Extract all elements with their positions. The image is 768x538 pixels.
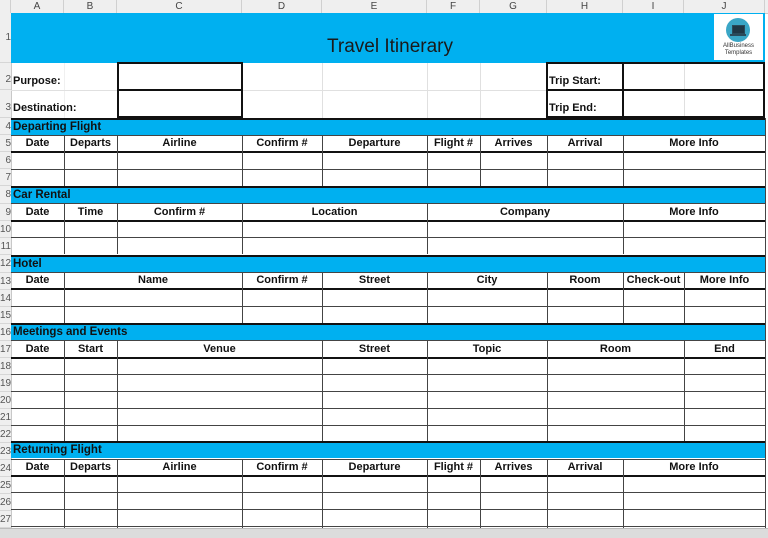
trip-start-input[interactable] xyxy=(625,64,763,89)
row-header[interactable]: 2 xyxy=(0,63,11,90)
col-room: Room xyxy=(599,343,632,355)
col-header-c[interactable]: C xyxy=(117,0,242,13)
row-header[interactable]: 26 xyxy=(0,494,11,511)
section-title: Car Rental xyxy=(13,189,71,201)
col-venue: Venue xyxy=(203,343,236,355)
col-end: End xyxy=(714,343,735,355)
section-title: Departing Flight xyxy=(13,121,102,133)
col-header-h[interactable]: H xyxy=(547,0,623,13)
col-topic: Topic xyxy=(472,343,502,355)
col-street: Street xyxy=(358,274,391,286)
row-header[interactable]: 16 xyxy=(0,324,11,341)
row-header[interactable]: 4 xyxy=(0,118,11,135)
col-header-e[interactable]: E xyxy=(322,0,427,13)
col-date: Date xyxy=(25,461,50,473)
row-header[interactable]: 18 xyxy=(0,358,11,375)
col-header-j[interactable]: J xyxy=(684,0,765,13)
section-title: Returning Flight xyxy=(13,444,102,456)
row-header[interactable]: 9 xyxy=(0,204,11,221)
meetings-row-1[interactable] xyxy=(11,359,765,374)
col-flight-number: Flight # xyxy=(433,137,474,149)
car-rental-row-2[interactable] xyxy=(11,238,765,254)
col-header-g[interactable]: G xyxy=(480,0,547,13)
column-header-bar xyxy=(0,0,768,14)
trip-end-label: Trip End: xyxy=(549,102,597,114)
car-rental-row-1[interactable] xyxy=(11,222,765,237)
col-date: Date xyxy=(25,206,50,218)
section-title: Meetings and Events xyxy=(13,326,128,338)
row-header[interactable]: 22 xyxy=(0,426,11,443)
col-company: Company xyxy=(499,206,551,218)
section-car-rental xyxy=(11,186,765,203)
hotel-row-2[interactable] xyxy=(11,307,765,323)
col-header-d[interactable]: D xyxy=(242,0,322,13)
returning-row-1[interactable] xyxy=(11,477,765,492)
col-departs: Departs xyxy=(70,137,111,149)
col-header-i[interactable]: I xyxy=(623,0,684,13)
returning-row-2[interactable] xyxy=(11,493,765,509)
col-departure: Departure xyxy=(348,461,401,473)
row-header[interactable]: 14 xyxy=(0,290,11,307)
col-header-f[interactable]: F xyxy=(427,0,480,13)
purpose-input[interactable] xyxy=(119,64,241,89)
returning-row-3[interactable] xyxy=(11,510,765,526)
col-location: Location xyxy=(311,206,358,218)
col-airline: Airline xyxy=(162,461,197,473)
row-header[interactable]: 25 xyxy=(0,477,11,494)
col-street: Street xyxy=(358,343,391,355)
col-flight-number: Flight # xyxy=(433,461,474,473)
destination-label: Destination: xyxy=(13,102,77,114)
purpose-label: Purpose: xyxy=(13,75,61,87)
row-header[interactable]: 21 xyxy=(0,409,11,426)
col-confirm: Confirm # xyxy=(256,274,308,286)
col-confirm: Confirm # xyxy=(256,137,308,149)
row-header[interactable]: 27 xyxy=(0,511,11,528)
col-confirm: Confirm # xyxy=(153,206,206,218)
laptop-icon xyxy=(726,18,750,42)
row-header[interactable]: 5 xyxy=(0,135,11,152)
section-departing-flight xyxy=(11,118,765,135)
col-arrives: Arrives xyxy=(494,137,533,149)
row-header[interactable]: 23 xyxy=(0,443,11,460)
col-confirm: Confirm # xyxy=(256,461,308,473)
departing-row-2[interactable] xyxy=(11,170,765,186)
row-header[interactable]: 3 xyxy=(0,90,11,118)
section-title: Hotel xyxy=(13,258,42,270)
meetings-row-3[interactable] xyxy=(11,392,765,408)
select-all-corner[interactable] xyxy=(0,0,11,13)
col-arrival: Arrival xyxy=(567,137,603,149)
col-arrives: Arrives xyxy=(494,461,533,473)
col-departs: Departs xyxy=(70,461,111,473)
trip-end-input[interactable] xyxy=(625,91,763,116)
col-date: Date xyxy=(25,137,50,149)
col-date: Date xyxy=(25,343,50,355)
row-header[interactable]: 10 xyxy=(0,221,11,238)
col-departure: Departure xyxy=(348,137,401,149)
destination-input[interactable] xyxy=(119,91,241,116)
meetings-row-2[interactable] xyxy=(11,375,765,391)
row-header[interactable]: 6 xyxy=(0,152,11,169)
col-room: Room xyxy=(569,274,601,286)
col-start: Start xyxy=(77,343,104,355)
row-header[interactable]: 15 xyxy=(0,307,11,324)
col-header-a[interactable]: A xyxy=(11,0,64,13)
row-header[interactable]: 24 xyxy=(0,460,11,477)
col-time: Time xyxy=(77,206,104,218)
row-header[interactable]: 7 xyxy=(0,169,11,186)
row-header[interactable]: 1 xyxy=(0,13,11,63)
logo-line2: Templates xyxy=(724,50,753,56)
row-header[interactable]: 19 xyxy=(0,375,11,392)
allbusiness-logo xyxy=(714,14,763,60)
section-hotel xyxy=(11,255,765,272)
col-header-b[interactable]: B xyxy=(64,0,117,13)
col-more-info: More Info xyxy=(669,137,719,149)
col-date: Date xyxy=(25,274,50,286)
row-header[interactable]: 13 xyxy=(0,273,11,290)
logo-line1: AllBusiness xyxy=(722,43,754,49)
col-city: City xyxy=(476,274,498,286)
col-more-info: More Info xyxy=(669,461,719,473)
meetings-row-5[interactable] xyxy=(11,426,765,442)
col-arrival: Arrival xyxy=(567,461,603,473)
row-header[interactable]: 11 xyxy=(0,238,11,255)
section-meetings-events xyxy=(11,323,765,340)
hotel-row-1[interactable] xyxy=(11,290,765,306)
section-returning-flight xyxy=(11,441,765,458)
col-airline: Airline xyxy=(162,137,197,149)
col-name: Name xyxy=(138,274,168,286)
trip-start-label: Trip Start: xyxy=(549,75,601,87)
page-title: Travel Itinerary xyxy=(327,36,453,57)
row-header[interactable]: 17 xyxy=(0,341,11,358)
meetings-row-4[interactable] xyxy=(11,409,765,425)
col-check-out: Check-out xyxy=(626,274,681,286)
departing-row-1[interactable] xyxy=(11,153,765,169)
row-header[interactable]: 20 xyxy=(0,392,11,409)
col-more-info: More Info xyxy=(699,274,750,286)
row-header[interactable]: 8 xyxy=(0,186,11,204)
row-header[interactable]: 12 xyxy=(0,255,11,273)
col-more-info: More Info xyxy=(669,206,719,218)
